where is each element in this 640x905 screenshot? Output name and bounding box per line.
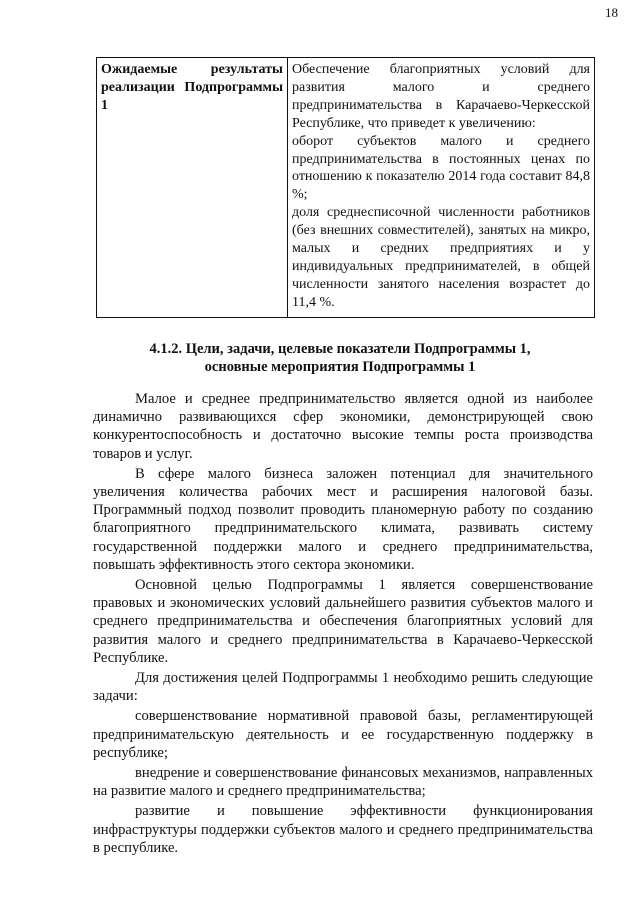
task-item: развитие и повышение эффективности функционирования инфраструктуры поддержки субъектов малого и среднего предпринимательства в республике. xyxy=(93,803,593,856)
subprogram-passport-table xyxy=(96,57,595,318)
table-row xyxy=(97,58,595,318)
body-paragraph: Для достижения целей Подпрограммы 1 необходимо решить следующие задачи: xyxy=(93,670,593,705)
expected-results-paragraph: Обеспечение благоприятных условий для развития малого и среднего предпринимательства в Карачаево-Черкесской Республике, что приведет к увеличению: xyxy=(292,62,590,131)
section-body xyxy=(93,390,593,859)
section-heading xyxy=(60,340,620,376)
section-heading-line-1: 4.1.2. Цели, задачи, целевые показатели Подпрограммы 1, xyxy=(149,341,531,357)
expected-results-label: Ожидаемые результаты реализации Подпрограммы 1 xyxy=(97,58,288,318)
task-item: внедрение и совершенствование финансовых механизмов, направленных на развитие малого и среднего предпринимательства; xyxy=(93,765,593,800)
page-number: 18 xyxy=(605,5,618,20)
section-heading-line-2: основные мероприятия Подпрограммы 1 xyxy=(204,359,476,375)
expected-results-paragraph: оборот субъектов малого и среднего предпринимательства в постоянных ценах по отношению к показателю 2014 года составит 84,8 %; xyxy=(292,133,590,203)
expected-results-paragraph: доля среднесписочной численности работников (без внешних совместителей), занятых на микро, малых и средних предприятиях и у индивидуальных предпринимателей, в общей численности занятого населения возрастет до 11,4 %. xyxy=(292,205,590,310)
body-paragraph: В сфере малого бизнеса заложен потенциал для значительного увеличения количества рабочих мест и расширения налоговой базы. Программный подход позволит проводить планомерную работу по созданию благоприятного предпринимательского климата, развивать систему государственной поддержки малого и среднего предпринимательства, повышать эффективность этого сектора экономики. xyxy=(93,465,593,573)
body-paragraph: Основной целью Подпрограммы 1 является совершенствование правовых и экономических условий дальнейшего развития субъектов малого и среднего предпринимательства и обеспечения благоприятных условий для развития малого и среднего предпринимательства в Карачаево-Черкесской Республике. xyxy=(93,577,593,666)
task-item: совершенствование нормативной правовой базы, регламентирующей предпринимательскую деятельность и ее государственную поддержку в республике; xyxy=(93,708,593,761)
expected-results-value xyxy=(288,58,595,318)
body-paragraph: Малое и среднее предпринимательство является одной из наиболее динамично развивающихся сфер экономики, демонстрирующей свою конкурентоспособность и достаточно высокие темпы роста производства товаров и услуг. xyxy=(93,391,593,462)
